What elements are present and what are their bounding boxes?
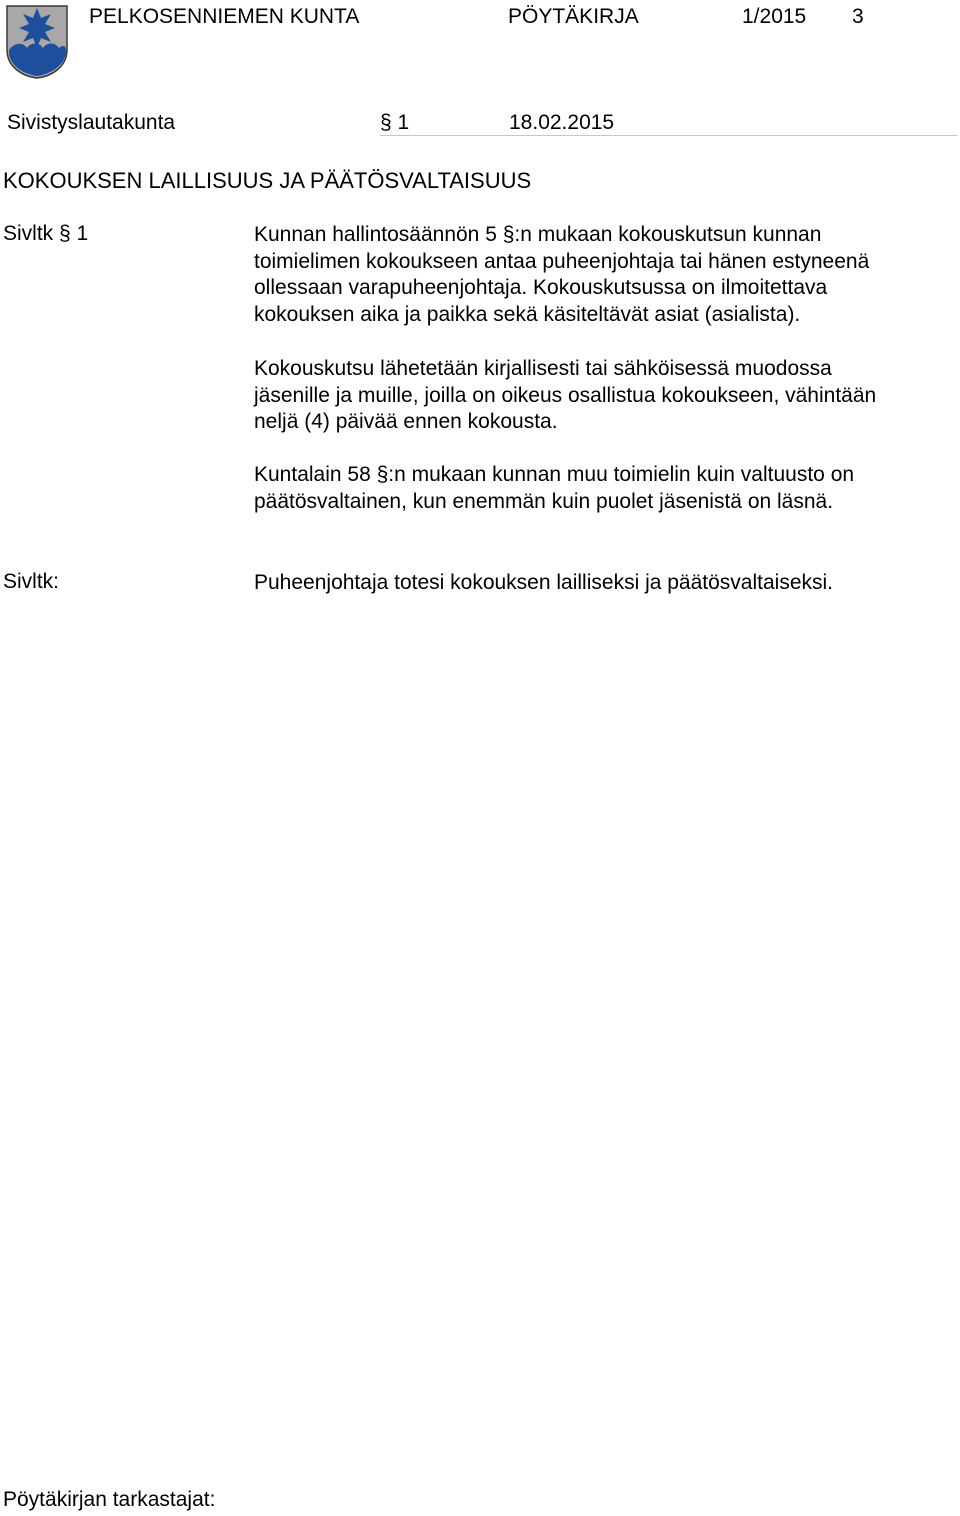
paragraph-line: Kunnan hallintosäännön 5 §:n mukaan kokouskutsun kunnan	[254, 223, 822, 246]
paragraph-line: Kokouskutsu lähetetään kirjallisesti tai sähköisessä muodossa	[254, 357, 832, 380]
decision-text: Puheenjohtaja totesi kokouksen lailliseksi ja päätösvaltaiseksi.	[254, 571, 833, 594]
paragraph-line: päätösvaltainen, kun enemmän kuin puolet jäsenistä on läsnä.	[254, 489, 834, 513]
municipality-name: PELKOSENNIEMEN KUNTA	[89, 5, 360, 28]
paragraph-line: toimielimen kokoukseen antaa puheenjohtaja tai hänen estyneenä	[254, 249, 870, 273]
decision-label: Sivltk:	[3, 570, 60, 593]
case-paragraph	[254, 356, 954, 436]
case-label: Sivltk § 1	[3, 222, 89, 245]
paragraph-line: Kuntalain 58 §:n mukaan kunnan muu toimielin kuin valtuusto on	[254, 463, 855, 486]
case-paragraph	[254, 222, 954, 328]
case-paragraph	[254, 462, 954, 515]
meeting-date: 18.02.2015	[509, 111, 615, 134]
page-number: 3	[852, 5, 864, 28]
paragraph-line: kokouksen aika ja paikka sekä käsiteltävät asiat (asialista).	[254, 302, 801, 326]
paragraph-line: ollessaan varapuheenjohtaja. Kokouskutsussa on ilmoitettava	[254, 276, 828, 299]
coat-of-arms-icon	[5, 4, 69, 80]
paragraph-line: neljä (4) päivää ennen kokousta.	[254, 410, 558, 433]
document-number: 1/2015	[742, 5, 807, 28]
paragraph-line: jäsenille ja muille, joilla on oikeus osallistua kokoukseen, vähintään	[254, 383, 877, 407]
header-divider	[380, 135, 958, 136]
board-name: Sivistyslautakunta	[7, 111, 176, 134]
minutes-reviewers-label: Pöytäkirjan tarkastajat:	[3, 1488, 216, 1511]
document-type: PÖYTÄKIRJA	[508, 5, 639, 28]
section-number: § 1	[380, 111, 410, 134]
section-title: KOKOUKSEN LAILLISUUS JA PÄÄTÖSVALTAISUUS	[3, 168, 532, 193]
